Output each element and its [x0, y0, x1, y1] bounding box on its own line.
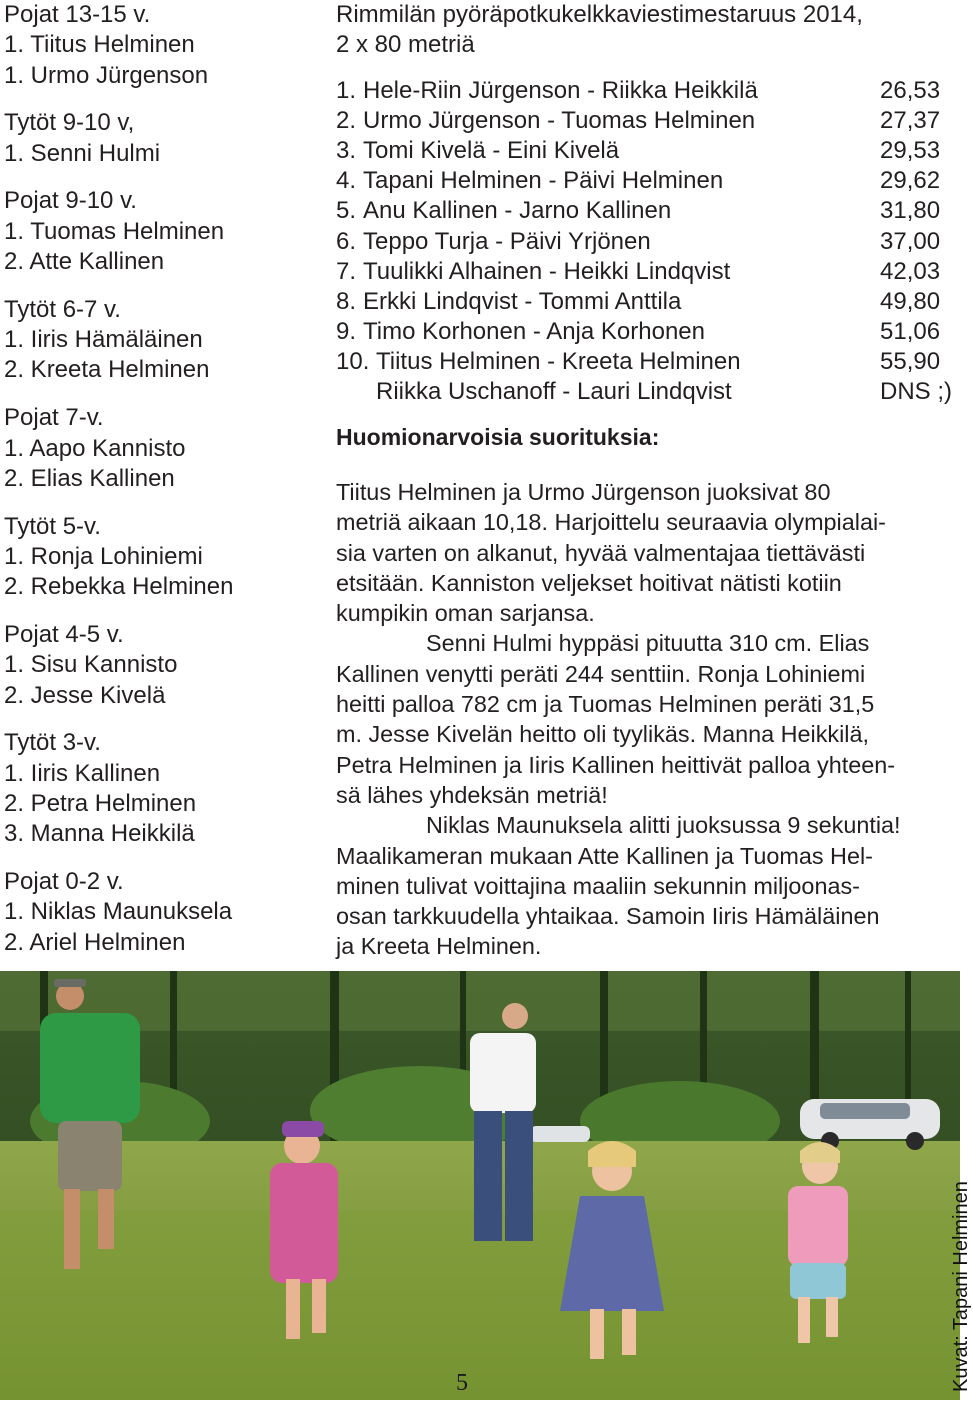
category-entry: 1. Tiitus Helminen — [4, 31, 195, 59]
category-results — [4, 0, 324, 976]
result-rank: 3. — [336, 136, 357, 164]
article-line: sä lähes yhdeksän metriä! — [336, 781, 608, 808]
race-title — [336, 0, 956, 61]
result-time: 26,53 — [880, 76, 941, 104]
article-line: Tiitus Helminen ja Urmo Jürgenson juoksivat 80 — [336, 478, 831, 505]
article-line: Senni Hulmi hyppäsi pituutta 310 cm. Elias — [426, 630, 870, 657]
category-group — [4, 512, 324, 603]
article-line: minen tulivat voittajina maaliin sekunnin miljoonas- — [336, 872, 860, 899]
category-entry: 1. Tuomas Helminen — [4, 217, 225, 245]
result-pair: Tapani Helminen - Päivi Helminen — [363, 167, 724, 195]
race-results — [336, 76, 956, 408]
category-entry: 2. Elias Kallinen — [4, 464, 175, 492]
result-rank: 9. — [336, 318, 357, 346]
result-row — [336, 287, 956, 317]
result-rank: 10. — [336, 348, 370, 376]
race-photo — [0, 971, 960, 1400]
result-rank: 2. — [336, 106, 357, 134]
article-line: metriä aikaan 10,18. Harjoittelu seuraavia olympialai- — [336, 509, 886, 536]
category-entry: 2. Jesse Kivelä — [4, 681, 166, 709]
result-time: 42,03 — [880, 257, 941, 285]
article-line: heitti palloa 782 cm ja Tuomas Helminen peräti 31,5 — [336, 691, 875, 718]
result-row — [336, 166, 956, 196]
article-line: ja Kreeta Helminen. — [336, 933, 542, 960]
result-row — [336, 227, 956, 257]
category-entry: 1. Aapo Kannisto — [4, 434, 186, 462]
category-entry: 1. Urmo Jürgenson — [4, 61, 209, 89]
result-pair: Hele-Riin Jürgenson - Riikka Heikkilä — [363, 76, 758, 104]
result-pair: Tomi Kivelä - Eini Kivelä — [363, 136, 620, 164]
category-entry: 2. Kreeta Helminen — [4, 356, 210, 384]
result-pair: Tiitus Helminen - Kreeta Helminen — [376, 348, 741, 376]
result-time: 27,37 — [880, 106, 941, 134]
result-time: 49,80 — [880, 287, 941, 315]
category-title: Pojat 7-v. — [4, 404, 104, 432]
result-pair: Timo Korhonen - Anja Korhonen — [363, 318, 705, 346]
result-pair: Riikka Uschanoff - Lauri Lindqvist — [376, 378, 732, 406]
category-group — [4, 728, 324, 849]
result-row — [336, 76, 956, 106]
category-entry: 1. Sisu Kannisto — [4, 651, 178, 679]
article-body — [336, 477, 956, 962]
race-title-line: 2 x 80 metriä — [336, 31, 475, 59]
category-title: Pojat 4-5 v. — [4, 621, 124, 649]
category-title: Pojat 13-15 v. — [4, 1, 151, 28]
result-time: DNS ;) — [880, 378, 952, 406]
category-entry: 1. Niklas Maunuksela — [4, 898, 233, 926]
category-group — [4, 108, 324, 169]
result-pair: Anu Kallinen - Jarno Kallinen — [363, 197, 672, 225]
category-title: Tytöt 6-7 v. — [4, 295, 121, 323]
category-entry: 2. Atte Kallinen — [4, 248, 165, 276]
result-rank: 6. — [336, 227, 357, 255]
article-line: m. Jesse Kivelän heitto oli tyylikäs. Manna Heikkilä, — [336, 721, 870, 748]
result-rank: 8. — [336, 287, 357, 315]
article-line: Maalikameran mukaan Atte Kallinen ja Tuomas Hel- — [336, 842, 873, 869]
article-line: etsitään. Kanniston veljekset hoitivat nätisti kotiin — [336, 569, 842, 596]
result-time: 29,62 — [880, 167, 941, 195]
result-rank: 4. — [336, 167, 357, 195]
article-line: Kallinen venytti peräti 244 senttiin. Ronja Lohiniemi — [336, 660, 866, 687]
result-row — [336, 136, 956, 166]
article-heading: Huomionarvoisia suorituksia: — [336, 423, 660, 450]
photo-credit: Kuvat: Tapani Helminen — [950, 1181, 972, 1392]
category-title: Tytöt 3-v. — [4, 729, 101, 757]
result-time: 51,06 — [880, 318, 941, 346]
category-group — [4, 867, 324, 958]
result-pair: Teppo Turja - Päivi Yrjönen — [363, 227, 651, 255]
category-title: Tytöt 5-v. — [4, 512, 101, 540]
article-line: Niklas Maunuksela alitti juoksussa 9 sekuntia! — [426, 812, 901, 839]
category-entry: 3. Manna Heikkilä — [4, 820, 195, 848]
category-title: Pojat 0-2 v. — [4, 868, 124, 896]
category-group — [4, 186, 324, 277]
article-line: kumpikin oman sarjansa. — [336, 600, 595, 627]
result-row — [336, 347, 956, 377]
result-rank: 7. — [336, 257, 357, 285]
category-group — [4, 0, 324, 91]
article-line: osan tarkkuudella yhtaikaa. Samoin Iiris Hämäläinen — [336, 903, 880, 930]
result-row-unranked — [336, 377, 956, 407]
result-time: 29,53 — [880, 136, 941, 164]
category-entry: 2. Ariel Helminen — [4, 928, 186, 956]
category-title: Tytöt 9-10 v, — [4, 109, 135, 137]
category-entry: 2. Rebekka Helminen — [4, 573, 234, 601]
category-title: Pojat 9-10 v. — [4, 187, 137, 215]
page-number: 5 — [456, 1370, 468, 1396]
result-row — [336, 106, 956, 136]
result-row — [336, 257, 956, 287]
category-entry: 1. Ronja Lohiniemi — [4, 542, 203, 570]
category-group — [4, 295, 324, 386]
result-pair: Tuulikki Alhainen - Heikki Lindqvist — [363, 257, 731, 285]
result-row — [336, 317, 956, 347]
result-time: 31,80 — [880, 197, 941, 225]
result-rank: 5. — [336, 197, 357, 225]
result-pair: Urmo Jürgenson - Tuomas Helminen — [363, 106, 756, 134]
category-entry: 2. Petra Helminen — [4, 790, 197, 818]
category-entry: 1. Iiris Hämäläinen — [4, 326, 203, 354]
category-group — [4, 403, 324, 494]
category-entry: 1. Senni Hulmi — [4, 139, 161, 167]
race-section — [336, 0, 956, 962]
race-title-line: Rimmilän pyöräpotkukelkkaviestimestaruus 2014, — [336, 1, 863, 28]
result-pair: Erkki Lindqvist - Tommi Anttila — [363, 287, 682, 315]
result-time: 55,90 — [880, 348, 941, 376]
result-rank: 1. — [336, 76, 357, 104]
result-row — [336, 196, 956, 226]
article-line: Petra Helminen ja Iiris Kallinen heittivät palloa yhteen- — [336, 751, 896, 778]
category-entry: 1. Iiris Kallinen — [4, 759, 161, 787]
result-time: 37,00 — [880, 227, 941, 255]
category-group — [4, 620, 324, 711]
article-line: sia varten on alkanut, hyvää valmentajaa tiettävästi — [336, 539, 866, 566]
